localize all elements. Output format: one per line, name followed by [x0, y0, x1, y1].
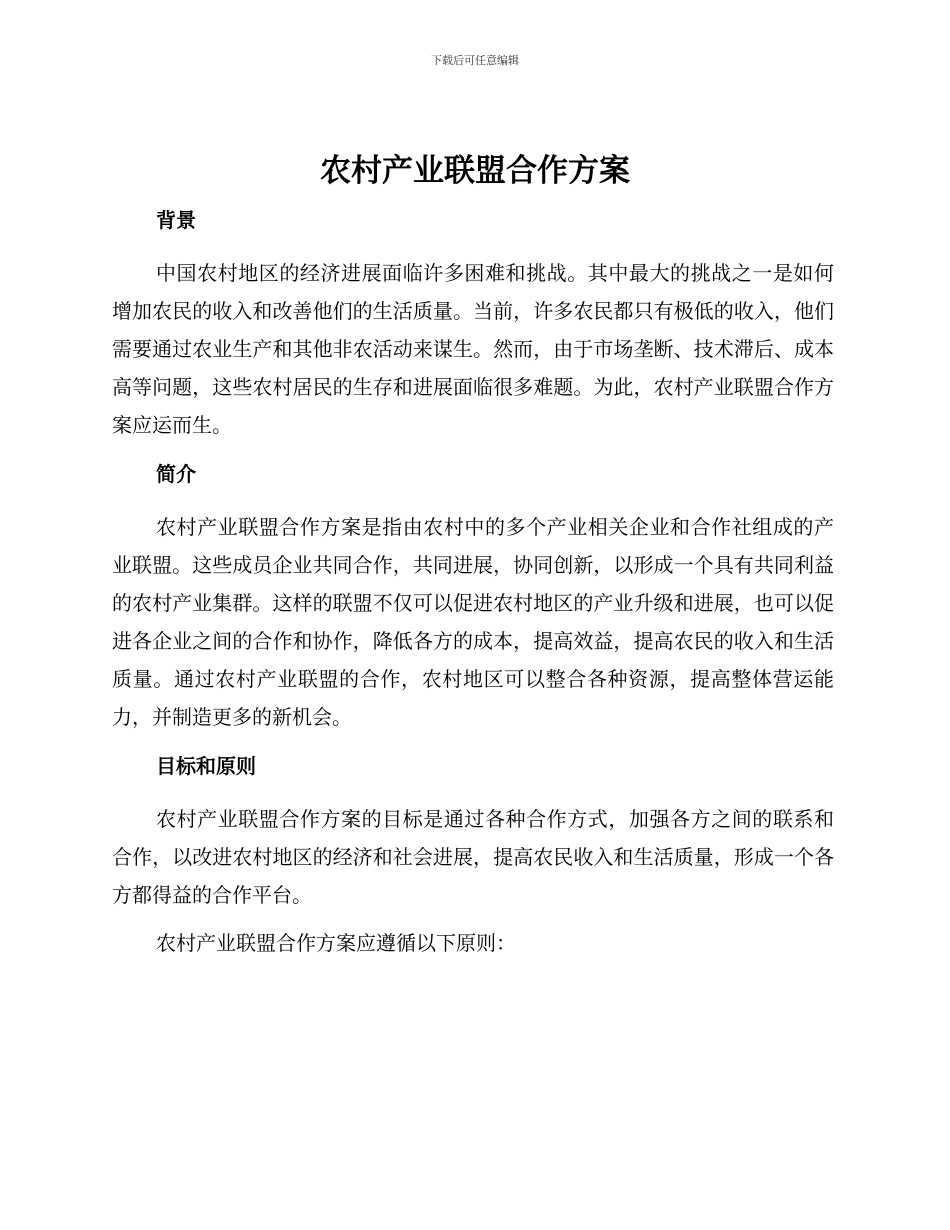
section-goals-principles: [112, 749, 834, 962]
paragraph-principles-intro: 农村产业联盟合作方案应遵循以下原则：: [156, 931, 516, 955]
paragraph-introduction: 农村产业联盟合作方案是指由农村中的多个产业相关企业和合作社组成的产业联盟。这些成员企业共同合作，共同进展，协同创新，以形成一个具有共同利益的农村产业集群。这样的联盟不仅可以促进农村地区的产业升级和进展，也可以促进各企业之间的合作和协作，降低各方的成本，提高效益，提高农民的收入和生活质量。通过农村产业联盟的合作，农村地区可以整合各种资源，提高整体营运能力，并制造更多的新机会。: [112, 515, 834, 729]
paragraph-goals: 农村产业联盟合作方案的目标是通过各种合作方式，加强各方之间的联系和合作，以改进农村地区的经济和社会进展，提高农民收入和生活质量，形成一个各方都得益的合作平台。: [112, 807, 834, 907]
section-heading-goals-principles: 目标和原则: [156, 754, 256, 778]
section-introduction: [112, 457, 834, 736]
header-note: 下载后可任意编辑: [431, 54, 519, 67]
section-heading-introduction: 简介: [156, 462, 196, 486]
section-heading-background: 背景: [156, 208, 196, 232]
paragraph-background: 中国农村地区的经济进展面临许多困难和挑战。其中最大的挑战之一是如何增加农民的收入和改善他们的生活质量。当前，许多农民都只有极低的收入，他们需要通过农业生产和其他非农活动来谋生。然而，由于市场垄断、技术滞后、成本高等问题，这些农村居民的生存和进展面临很多难题。为此，农村产业联盟合作方案应运而生。: [112, 261, 834, 437]
document-body: [112, 203, 834, 962]
document-title: 农村产业联盟合作方案: [320, 153, 630, 189]
section-background: [112, 203, 834, 444]
